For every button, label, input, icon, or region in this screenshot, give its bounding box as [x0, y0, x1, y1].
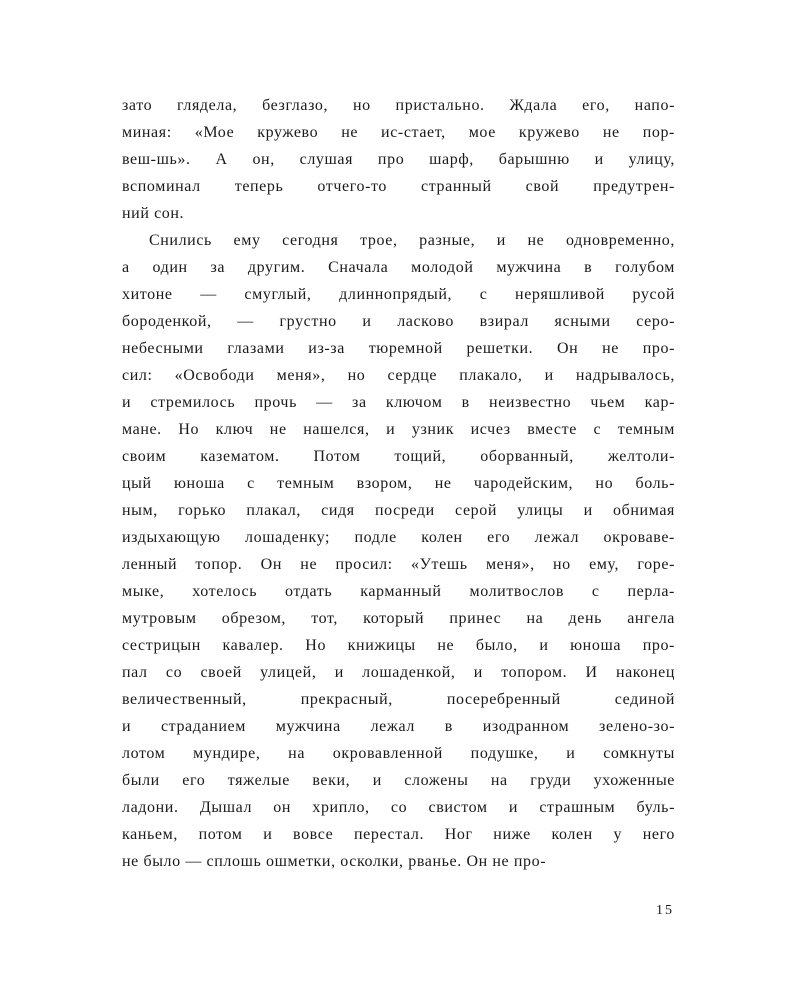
text-line: мутровым обрезом, тот, который принес на день ангела: [122, 610, 675, 627]
text-line: миная: «Мое кружево не ис-стает, мое кружево не пор-: [122, 124, 675, 141]
paragraph: [122, 92, 675, 227]
text-line: ний сон.: [122, 205, 185, 222]
text-line: хитоне — смуглый, длиннопрядый, с неряшливой русой: [122, 286, 675, 303]
text-line: не было — сплошь ошметки, осколки, рванье. Он не про-: [122, 853, 547, 870]
text-line: мыке, хотелось отдать карманный молитвослов с перла-: [122, 583, 675, 600]
text-line: веш-шь». А он, слушая про шарф, барышню и улицу,: [122, 151, 675, 168]
text-line: и страданием мужчина лежал в изодранном зелено-зо-: [122, 718, 675, 735]
text-line: зато глядела, безглазо, но пристально. Ждала его, напо-: [122, 97, 675, 114]
text-line: величественный, прекрасный, посеребренный сединой: [122, 691, 675, 708]
text-line: бороденкой, — грустно и ласково взирал ясными серо-: [122, 313, 675, 330]
text-line: пал со своей улицей, и лошаденкой, и топором. И наконец: [122, 664, 675, 681]
text-line: небесными глазами из-за тюремной решетки. Он не про-: [122, 340, 675, 357]
paragraph: [122, 227, 675, 875]
text-line: и стремилось прочь — за ключом в неизвестно чьем кар-: [122, 394, 675, 411]
text-line: вспоминал теперь отчего-то странный свой предутрен-: [122, 178, 675, 195]
text-line: сестрицын кавалер. Но книжицы не было, и юноша про-: [122, 637, 675, 654]
body-text: [122, 92, 675, 875]
page-number: 15: [656, 903, 674, 918]
text-line: сил: «Освободи меня», но сердце плакало, и надрывалось,: [122, 367, 675, 384]
text-line: были его тяжелые веки, и сложены на груди ухоженные: [122, 772, 675, 789]
text-line: лотом мундире, на окровавленной подушке, и сомкнуты: [122, 745, 675, 762]
text-line: а один за другим. Сначала молодой мужчина в голубом: [122, 259, 675, 276]
text-line: мане. Но ключ не нашелся, и узник исчез вместе с темным: [122, 421, 675, 438]
text-line: ным, горько плакал, сидя посреди серой улицы и обнимая: [122, 502, 675, 519]
text-line: Снились ему сегодня трое, разные, и не одновременно,: [149, 232, 675, 249]
text-line: каньем, потом и вовсе перестал. Ног ниже колен у него: [122, 826, 675, 843]
text-line: ладони. Дышал он хрипло, со свистом и страшным буль-: [122, 799, 675, 816]
text-line: цый юноша с темным взором, не чародейским, но боль-: [122, 475, 675, 492]
text-line: издыхающую лошаденку; подле колен его лежал окроваве-: [122, 529, 675, 546]
text-line: своим казематом. Потом тощий, оборванный, желтоли-: [122, 448, 675, 465]
text-line: ленный топор. Он не просил: «Утешь меня», но ему, горе-: [122, 556, 675, 573]
